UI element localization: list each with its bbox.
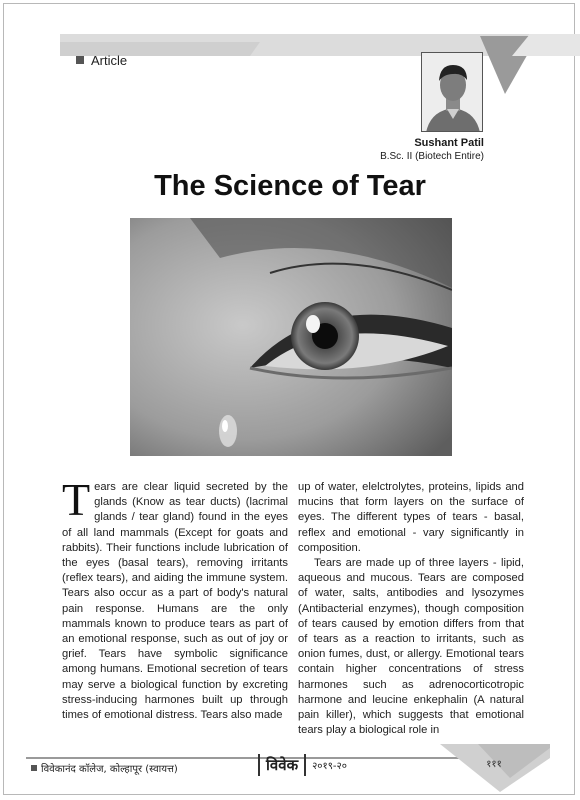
right-column-paragraph-2: Tears are made up of three layers - lipid, aqueous and mucous. Tears are composed of water, salts, antibodies and lysozymes (Antibacterial enzymes), though composition of tears caused by emotion differs from that of tears as a reaction to irritants, such as onion fumes, dust, or allergy. Emotional tears contain higher concentrations of stress harmones such as adrenocorticotropic harmone and leucine enkephalin (A natural pain killer), which suggests that emotional tears play a biological role in [298, 557, 524, 737]
college-name: विवेकानंद कॉलेज, कोल्हापूर (स्वायत्त) [41, 764, 178, 775]
magazine-name: विवेक [266, 756, 299, 774]
footer-magazine [258, 752, 347, 778]
page-number: १११ [486, 759, 502, 770]
footer-college [31, 761, 178, 775]
author-name: Sushant Patil [414, 137, 484, 149]
footer-divider [304, 754, 306, 776]
left-column [62, 474, 288, 723]
left-column-paragraph [62, 474, 288, 723]
article-title: The Science of Tear [154, 170, 426, 202]
square-bullet-icon [76, 56, 84, 64]
eye-photo [130, 218, 452, 456]
footer-divider [258, 754, 260, 776]
header-band [60, 34, 580, 96]
right-column [298, 480, 524, 738]
drop-cap: T [62, 474, 91, 525]
author-photo [421, 52, 483, 132]
section-label-text: Article [91, 52, 128, 68]
right-column-paragraph-1: up of water, elelctrolytes, proteins, lipids and mucins that form layers on the surface of eyes. The different types of tears - basal, reflex and emotional - vary significantly in composition. [298, 481, 524, 554]
author-course: B.Sc. II (Biotech Entire) [380, 151, 484, 162]
left-column-text: ears are clear liquid secreted by the glands (Know as tear ducts) (lacrimal glands / tear gland) found in the eyes of all land mammals (Except for goats and rabbits). Their functions include lubrication of the eyes (basal tears), removing irritants (reflex tears), and aiding the immune system. Tears also occur as a part of body's natural pain response. Humans are the only mammals known to produce tears as part of an emotional response, such as out of joy or grief. Tears have symbolic significance among humans. Emotional secretion of tears may serve a biological function by excreting stress-inducing harmones built up through times of emotional distress. Tears also made [62, 481, 288, 722]
square-bullet-icon [31, 765, 37, 771]
section-label [76, 51, 127, 69]
magazine-year: २०१९-२० [312, 761, 347, 772]
